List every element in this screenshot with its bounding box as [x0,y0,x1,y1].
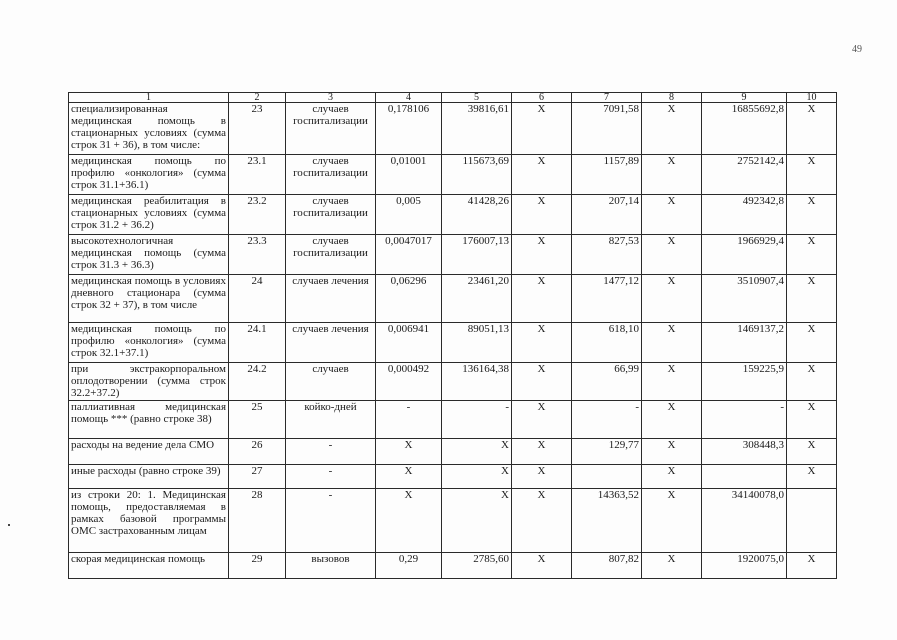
cell-col-1: при экстракорпоральном оплодотворении (сумма строк 32.2+37.2) [69,363,229,401]
cell-col-6: X [512,553,572,579]
scan-speck [8,524,10,526]
cell-col-9: 492342,8 [702,195,787,235]
cell-col-8: X [642,103,702,155]
table-row [69,489,837,553]
cell-col-1: расходы на ведение дела СМО [69,439,229,465]
cell-col-3: - [286,439,376,465]
cell-col-8: X [642,489,702,553]
cell-col-2: 23.3 [229,235,286,275]
table-body [69,93,837,579]
cell-col-6: X [512,323,572,363]
cell-col-10 [787,489,837,553]
table-row [69,235,837,275]
cell-col-2: 23.2 [229,195,286,235]
cell-col-1: специализированная медицинская помощь в стационарных условиях (сумма строк 31 + 36), в том числе: [69,103,229,155]
column-header-4: 4 [376,93,442,103]
cell-col-7: 827,53 [572,235,642,275]
cell-col-3: случаев [286,363,376,401]
table-row [69,439,837,465]
cell-col-8: X [642,235,702,275]
cell-col-4: X [376,439,442,465]
column-header-2: 2 [229,93,286,103]
cell-col-2: 23.1 [229,155,286,195]
column-header-7: 7 [572,93,642,103]
cell-col-4: 0,0047017 [376,235,442,275]
cell-col-8: X [642,465,702,489]
cell-col-6: X [512,363,572,401]
cell-col-7: 1157,89 [572,155,642,195]
cell-col-4: X [376,489,442,553]
cell-col-3: койко-дней [286,401,376,439]
table-row [69,275,837,323]
cell-col-10: X [787,553,837,579]
cell-col-2: 26 [229,439,286,465]
cell-col-7: 129,77 [572,439,642,465]
cell-col-4: 0,06296 [376,275,442,323]
cell-col-9: 34140078,0 [702,489,787,553]
cell-col-8: X [642,439,702,465]
table-row [69,363,837,401]
cell-col-6: X [512,195,572,235]
cell-col-3: случаев госпитализации [286,155,376,195]
cell-col-1: скорая медицинская помощь [69,553,229,579]
cell-col-4: 0,000492 [376,363,442,401]
cell-col-5: 41428,26 [442,195,512,235]
page-number: 49 [852,44,862,55]
table-row [69,553,837,579]
cell-col-9: 16855692,8 [702,103,787,155]
cell-col-1: медицинская реабилитация в стационарных условиях (сумма строк 31.2 + 36.2) [69,195,229,235]
cell-col-1: медицинская помощь по профилю «онкология» (сумма строк 31.1+36.1) [69,155,229,195]
cell-col-4: 0,006941 [376,323,442,363]
cell-col-7: 1477,12 [572,275,642,323]
cell-col-5: 89051,13 [442,323,512,363]
cell-col-4: 0,29 [376,553,442,579]
cell-col-10: X [787,195,837,235]
cell-col-7: 66,99 [572,363,642,401]
cell-col-7: - [572,401,642,439]
cell-col-6: X [512,401,572,439]
column-header-5: 5 [442,93,512,103]
cell-col-8: X [642,553,702,579]
cell-col-2: 28 [229,489,286,553]
cell-col-4: 0,01001 [376,155,442,195]
cell-col-6: X [512,275,572,323]
cell-col-5: X [442,465,512,489]
cell-col-9: 1469137,2 [702,323,787,363]
cell-col-5: - [442,401,512,439]
cell-col-5: X [442,439,512,465]
cell-col-9: 2752142,4 [702,155,787,195]
cell-col-10: X [787,439,837,465]
cell-col-10: X [787,323,837,363]
cell-col-7: 7091,58 [572,103,642,155]
cell-col-2: 29 [229,553,286,579]
cell-col-2: 24.2 [229,363,286,401]
cell-col-4: 0,178106 [376,103,442,155]
cell-col-4: 0,005 [376,195,442,235]
table-row [69,401,837,439]
cell-col-5: 2785,60 [442,553,512,579]
cell-col-7: 618,10 [572,323,642,363]
cell-col-5: 136164,38 [442,363,512,401]
cell-col-2: 24 [229,275,286,323]
cell-col-5: 39816,61 [442,103,512,155]
cell-col-8: X [642,155,702,195]
cell-col-8: X [642,323,702,363]
cell-col-8: X [642,401,702,439]
cell-col-4: X [376,465,442,489]
cell-col-5: 23461,20 [442,275,512,323]
cell-col-8: X [642,363,702,401]
cell-col-10: X [787,363,837,401]
cell-col-10: X [787,275,837,323]
cell-col-6: X [512,465,572,489]
cell-col-3: - [286,489,376,553]
cell-col-1: медицинская помощь по профилю «онкология» (сумма строк 32.1+37.1) [69,323,229,363]
cell-col-6: X [512,235,572,275]
cell-col-2: 27 [229,465,286,489]
cell-col-6: X [512,489,572,553]
column-header-6: 6 [512,93,572,103]
cell-col-9: 308448,3 [702,439,787,465]
cell-col-6: X [512,103,572,155]
table-row [69,323,837,363]
cell-col-10: X [787,235,837,275]
table-row [69,195,837,235]
cell-col-9: 3510907,4 [702,275,787,323]
column-header-8: 8 [642,93,702,103]
table-row [69,155,837,195]
column-header-3: 3 [286,93,376,103]
cell-col-10: X [787,103,837,155]
cell-col-10: X [787,155,837,195]
cell-col-8: X [642,275,702,323]
cell-col-2: 24.1 [229,323,286,363]
tariff-table [68,92,837,579]
column-header-9: 9 [702,93,787,103]
cell-col-9: 1966929,4 [702,235,787,275]
cell-col-10: X [787,401,837,439]
cell-col-3: случаев лечения [286,275,376,323]
cell-col-9: 1920075,0 [702,553,787,579]
cell-col-3: вызовов [286,553,376,579]
cell-col-1: паллиативная медицинская помощь *** (равно строке 38) [69,401,229,439]
cell-col-5: 115673,69 [442,155,512,195]
cell-col-4: - [376,401,442,439]
cell-col-9 [702,465,787,489]
cell-col-3: случаев госпитализации [286,103,376,155]
cell-col-3: случаев госпитализации [286,195,376,235]
cell-col-6: X [512,155,572,195]
cell-col-3: случаев госпитализации [286,235,376,275]
cell-col-10: X [787,465,837,489]
cell-col-5: 176007,13 [442,235,512,275]
table-row [69,465,837,489]
cell-col-7: 14363,52 [572,489,642,553]
cell-col-5: X [442,489,512,553]
header-row [69,93,837,103]
cell-col-6: X [512,439,572,465]
cell-col-2: 25 [229,401,286,439]
cell-col-7: 207,14 [572,195,642,235]
cell-col-1: иные расходы (равно строке 39) [69,465,229,489]
cell-col-3: случаев лечения [286,323,376,363]
cell-col-9: 159225,9 [702,363,787,401]
cell-col-3: - [286,465,376,489]
column-header-1: 1 [69,93,229,103]
cell-col-7 [572,465,642,489]
cell-col-2: 23 [229,103,286,155]
cell-col-9: - [702,401,787,439]
cell-col-7: 807,82 [572,553,642,579]
cell-col-8: X [642,195,702,235]
cell-col-1: медицинская помощь в условиях дневного стационара (сумма строк 32 + 37), в том числе [69,275,229,323]
cell-col-1: высокотехнологичная медицинская помощь (сумма строк 31.3 + 36.3) [69,235,229,275]
table-row [69,103,837,155]
column-header-10: 10 [787,93,837,103]
cell-col-1: из строки 20: 1. Медицинская помощь, предоставляемая в рамках базовой программы ОМС застрахованным лицам [69,489,229,553]
